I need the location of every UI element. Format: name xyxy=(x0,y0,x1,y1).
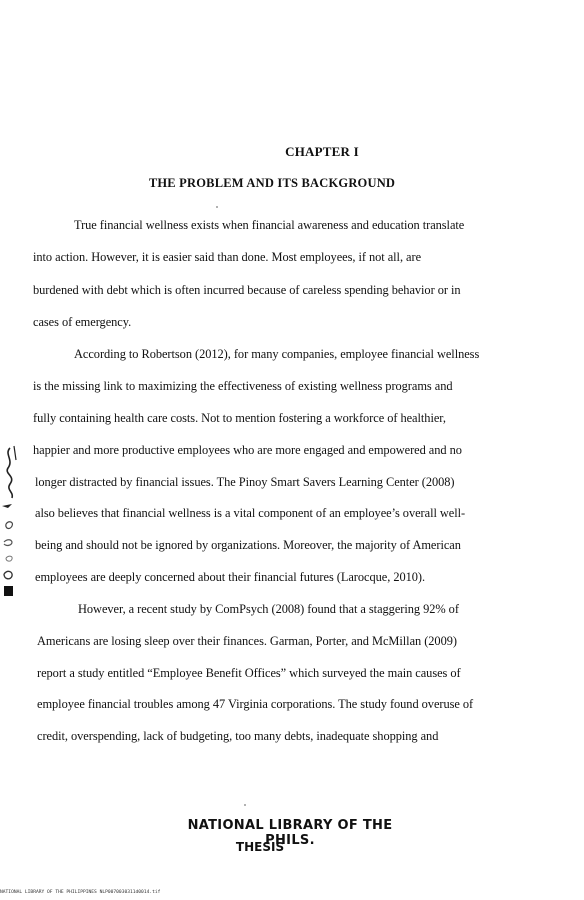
body-line: longer distracted by financial issues. The Pinoy Smart Savers Learning Center (2008) xyxy=(35,475,455,489)
body-line: According to Robertson (2012), for many companies, employee financial wellness xyxy=(74,347,480,361)
chapter-heading: CHAPTER I xyxy=(285,144,359,159)
body-line: into action. However, it is easier said than done. Most employees, if not all, are xyxy=(33,250,422,264)
body-line: report a study entitled “Employee Benefit Offices” which surveyed the main causes of xyxy=(37,666,461,680)
body-line: fully containing health care costs. Not to mention fostering a workforce of healthier, xyxy=(33,411,446,425)
body-line: also believes that financial wellness is a vital component of an employee’s overall well- xyxy=(35,506,466,520)
body-line: burdened with debt which is often incurred because of careless spending behavior or in xyxy=(33,283,461,297)
body-line: credit, overspending, lack of budgeting, too many debts, inadequate shopping and xyxy=(37,729,439,743)
library-stamp-thesis: THESIS xyxy=(235,840,285,854)
scan-footer: NATIONAL LIBRARY OF THE PHILIPPINES NLP0070030311d0014.tif xyxy=(0,890,161,895)
body-line: employees are deeply concerned about their financial futures (Larocque, 2010). xyxy=(35,570,426,584)
body-line: cases of emergency. xyxy=(33,315,132,329)
margin-signature-marks xyxy=(0,440,30,600)
library-stamp: NATIONAL LIBRARY OF THE PHILS. xyxy=(187,818,393,848)
scan-speck xyxy=(244,804,246,806)
body-line: True financial wellness exists when financial awareness and education translate xyxy=(74,218,465,232)
scan-speck xyxy=(216,206,218,208)
body-line: being and should not be ignored by organizations. Moreover, the majority of American xyxy=(35,538,461,552)
body-line: Americans are losing sleep over their finances. Garman, Porter, and McMillan (2009) xyxy=(37,634,457,648)
body-line: However, a recent study by ComPsych (2008) found that a staggering 92% of xyxy=(78,602,459,616)
chapter-title: THE PROBLEM AND ITS BACKGROUND xyxy=(148,176,396,190)
body-line: employee financial troubles among 47 Virginia corporations. The study found overuse of xyxy=(37,697,474,711)
body-line: is the missing link to maximizing the effectiveness of existing wellness programs and xyxy=(33,379,453,393)
body-line: happier and more productive employees who are more engaged and empowered and no xyxy=(33,443,462,457)
